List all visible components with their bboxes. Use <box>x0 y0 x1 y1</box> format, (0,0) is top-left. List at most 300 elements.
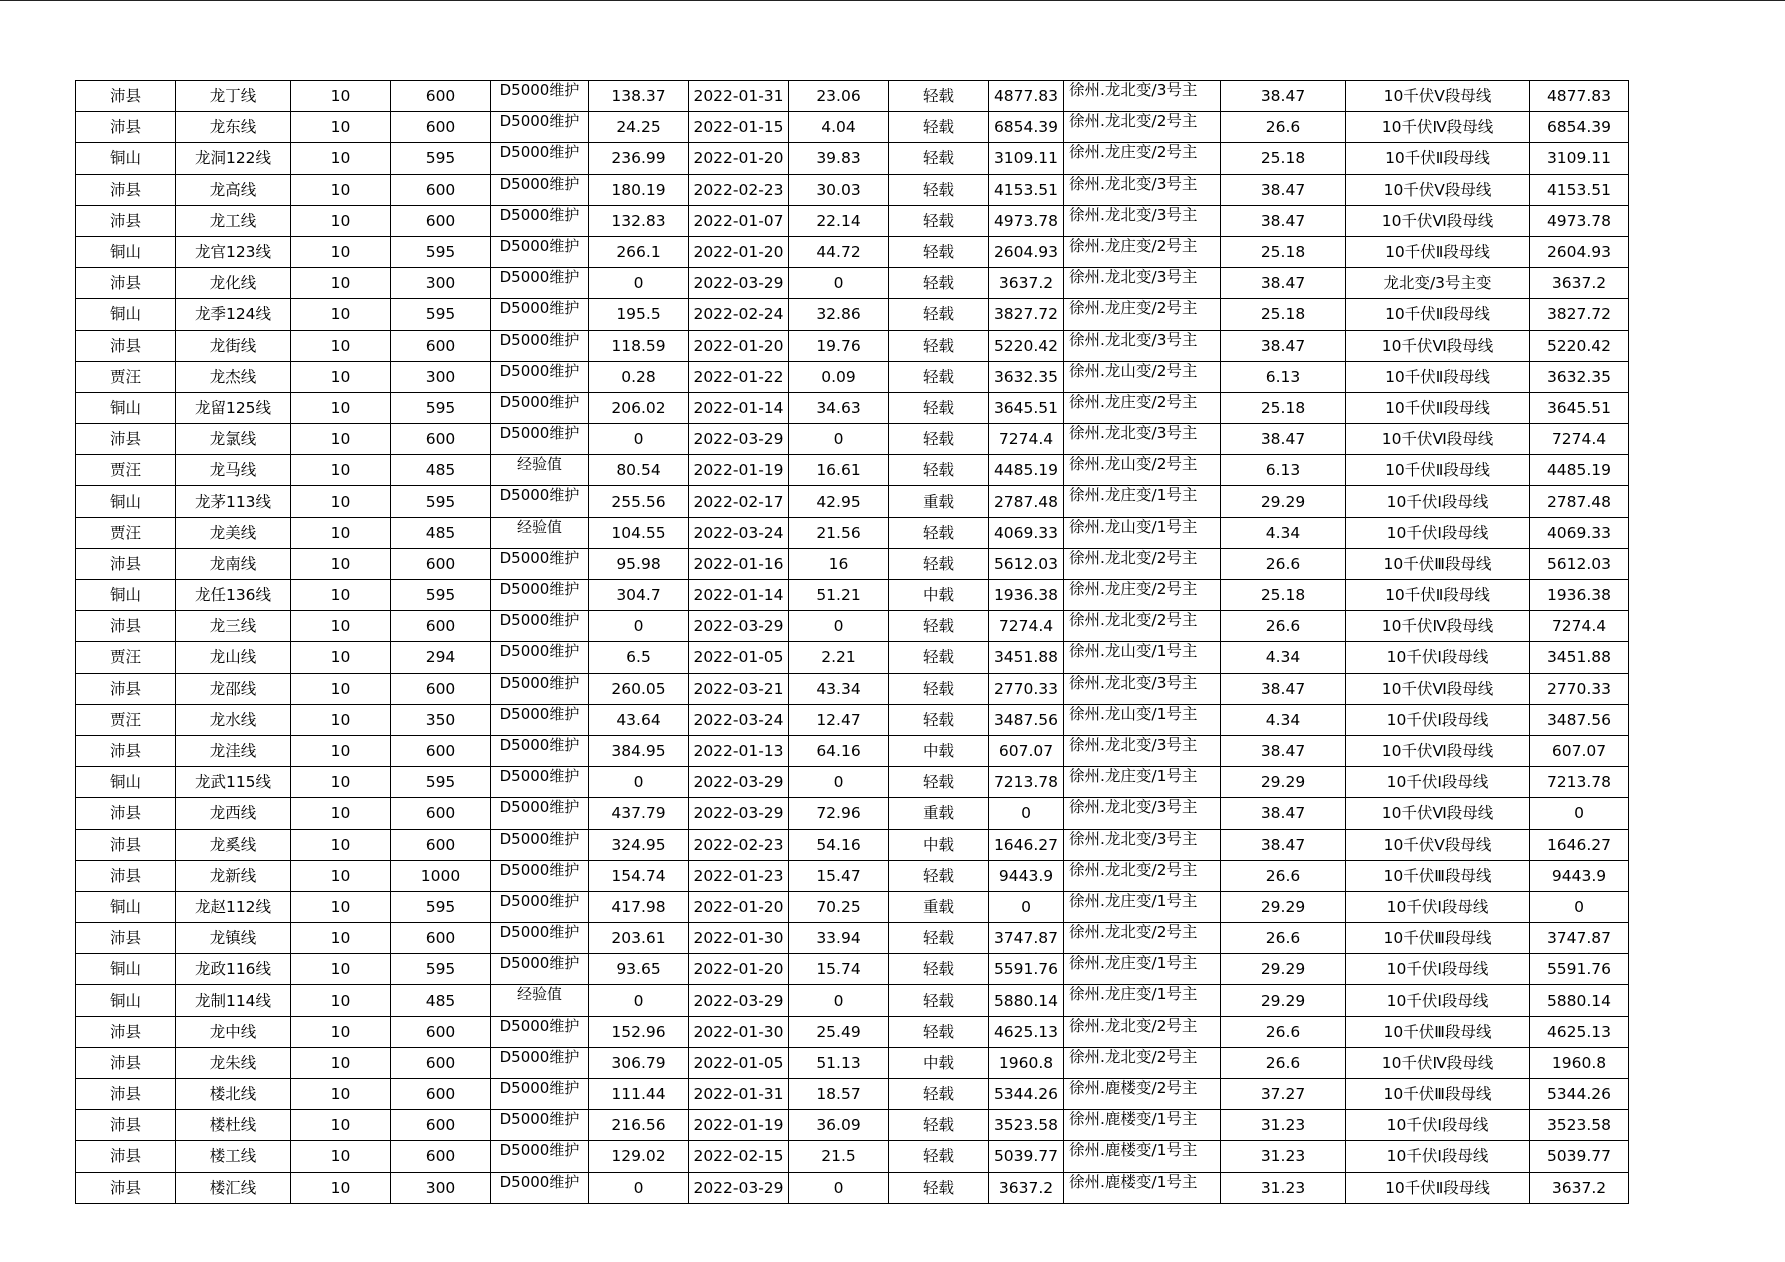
remaining-capacity-cell: 7274.4 <box>1530 424 1629 455</box>
bus-section-cell: 10千伏Ⅱ段母线 <box>1346 361 1530 392</box>
method-cell: D5000维护 <box>491 548 589 579</box>
district-cell: 沛县 <box>76 330 176 361</box>
current-cell: 180.19 <box>589 174 689 205</box>
bus-section-cell: 10千伏Ⅵ段母线 <box>1346 330 1530 361</box>
table-row <box>76 829 1629 860</box>
bus-section-cell: 10千伏Ⅲ段母线 <box>1346 548 1530 579</box>
table-row <box>76 205 1629 236</box>
line-name-cell: 龙马线 <box>176 455 291 486</box>
line-name-cell: 龙镇线 <box>176 923 291 954</box>
table-row <box>76 1016 1629 1047</box>
remaining-capacity-cell: 2770.33 <box>1530 673 1629 704</box>
load-status-cell: 轻载 <box>889 954 989 985</box>
district-cell: 沛县 <box>76 1079 176 1110</box>
date-cell: 2022-01-23 <box>689 860 789 891</box>
line-name-cell: 龙氯线 <box>176 424 291 455</box>
load-status-cell: 轻载 <box>889 330 989 361</box>
bus-section-cell: 10千伏Ⅴ段母线 <box>1346 174 1530 205</box>
load-status-cell: 轻载 <box>889 704 989 735</box>
district-cell: 沛县 <box>76 112 176 143</box>
bus-section-cell: 10千伏Ⅱ段母线 <box>1346 143 1530 174</box>
source-transformer-cell: 徐州.龙北变/3号主 <box>1064 673 1221 704</box>
method-cell: D5000维护 <box>491 1079 589 1110</box>
page-top-border <box>0 0 1785 1</box>
method-cell: D5000维护 <box>491 954 589 985</box>
source-transformer-cell: 徐州.龙北变/3号主 <box>1064 424 1221 455</box>
load-status-cell: 轻载 <box>889 548 989 579</box>
bus-section-cell: 10千伏Ⅲ段母线 <box>1346 923 1530 954</box>
line-name-cell: 龙邵线 <box>176 673 291 704</box>
load-rate-cell: 42.95 <box>789 486 889 517</box>
transformer-rate-cell: 26.6 <box>1221 860 1346 891</box>
bus-section-cell: 10千伏Ⅰ段母线 <box>1346 767 1530 798</box>
transformer-rate-cell: 26.6 <box>1221 548 1346 579</box>
current-cell: 203.61 <box>589 923 689 954</box>
current-cell: 129.02 <box>589 1141 689 1172</box>
available-cell: 4153.51 <box>989 174 1064 205</box>
table-row <box>76 548 1629 579</box>
available-cell: 4625.13 <box>989 1016 1064 1047</box>
table-row <box>76 268 1629 299</box>
available-cell: 5220.42 <box>989 330 1064 361</box>
line-name-cell: 龙官123线 <box>176 236 291 267</box>
load-status-cell: 轻载 <box>889 268 989 299</box>
current-cell: 304.7 <box>589 580 689 611</box>
load-status-cell: 轻载 <box>889 143 989 174</box>
source-transformer-cell: 徐州.龙山变/2号主 <box>1064 455 1221 486</box>
available-cell: 0 <box>989 891 1064 922</box>
table-row <box>76 611 1629 642</box>
district-cell: 铜山 <box>76 299 176 330</box>
date-cell: 2022-03-29 <box>689 268 789 299</box>
current-cell: 118.59 <box>589 330 689 361</box>
line-name-cell: 龙三线 <box>176 611 291 642</box>
table-row <box>76 236 1629 267</box>
transformer-rate-cell: 4.34 <box>1221 704 1346 735</box>
source-transformer-cell: 徐州.龙北变/3号主 <box>1064 174 1221 205</box>
transformer-rate-cell: 25.18 <box>1221 580 1346 611</box>
transformer-rate-cell: 31.23 <box>1221 1110 1346 1141</box>
capacity-cell: 600 <box>391 829 491 860</box>
line-name-cell: 楼工线 <box>176 1141 291 1172</box>
capacity-cell: 1000 <box>391 860 491 891</box>
date-cell: 2022-03-29 <box>689 424 789 455</box>
transformer-rate-cell: 38.47 <box>1221 205 1346 236</box>
capacity-cell: 600 <box>391 673 491 704</box>
available-cell: 5591.76 <box>989 954 1064 985</box>
current-cell: 104.55 <box>589 517 689 548</box>
remaining-capacity-cell: 0 <box>1530 798 1629 829</box>
line-name-cell: 龙美线 <box>176 517 291 548</box>
bus-section-cell: 10千伏Ⅵ段母线 <box>1346 735 1530 766</box>
bus-section-cell: 10千伏Ⅵ段母线 <box>1346 424 1530 455</box>
remaining-capacity-cell: 607.07 <box>1530 735 1629 766</box>
load-rate-cell: 64.16 <box>789 735 889 766</box>
table-row <box>76 735 1629 766</box>
load-rate-cell: 15.47 <box>789 860 889 891</box>
remaining-capacity-cell: 5220.42 <box>1530 330 1629 361</box>
capacity-cell: 595 <box>391 392 491 423</box>
source-transformer-cell: 徐州.龙北变/3号主 <box>1064 81 1221 112</box>
table-row <box>76 1172 1629 1203</box>
transformer-rate-cell: 26.6 <box>1221 611 1346 642</box>
line-name-cell: 楼杜线 <box>176 1110 291 1141</box>
table-row <box>76 424 1629 455</box>
district-cell: 沛县 <box>76 205 176 236</box>
remaining-capacity-cell: 1960.8 <box>1530 1047 1629 1078</box>
line-name-cell: 龙任136线 <box>176 580 291 611</box>
method-cell: D5000维护 <box>491 424 589 455</box>
method-cell: D5000维护 <box>491 81 589 112</box>
remaining-capacity-cell: 3632.35 <box>1530 361 1629 392</box>
table-row <box>76 392 1629 423</box>
load-rate-cell: 19.76 <box>789 330 889 361</box>
line-name-cell: 龙留125线 <box>176 392 291 423</box>
district-cell: 沛县 <box>76 611 176 642</box>
voltage-cell: 10 <box>291 361 391 392</box>
method-cell: D5000维护 <box>491 205 589 236</box>
voltage-cell: 10 <box>291 517 391 548</box>
load-rate-cell: 16.61 <box>789 455 889 486</box>
load-rate-cell: 0 <box>789 1172 889 1203</box>
current-cell: 236.99 <box>589 143 689 174</box>
load-rate-cell: 0 <box>789 767 889 798</box>
line-name-cell: 龙东线 <box>176 112 291 143</box>
voltage-cell: 10 <box>291 1016 391 1047</box>
bus-section-cell: 10千伏Ⅳ段母线 <box>1346 112 1530 143</box>
load-rate-cell: 16 <box>789 548 889 579</box>
source-transformer-cell: 徐州.龙庄变/1号主 <box>1064 891 1221 922</box>
date-cell: 2022-01-14 <box>689 580 789 611</box>
current-cell: 437.79 <box>589 798 689 829</box>
capacity-cell: 600 <box>391 174 491 205</box>
available-cell: 2604.93 <box>989 236 1064 267</box>
transformer-rate-cell: 29.29 <box>1221 891 1346 922</box>
line-name-cell: 龙洼线 <box>176 735 291 766</box>
load-rate-cell: 32.86 <box>789 299 889 330</box>
method-cell: D5000维护 <box>491 611 589 642</box>
line-name-cell: 龙武115线 <box>176 767 291 798</box>
load-rate-cell: 2.21 <box>789 642 889 673</box>
method-cell: D5000维护 <box>491 673 589 704</box>
remaining-capacity-cell: 4485.19 <box>1530 455 1629 486</box>
voltage-cell: 10 <box>291 1079 391 1110</box>
remaining-capacity-cell: 3487.56 <box>1530 704 1629 735</box>
available-cell: 0 <box>989 798 1064 829</box>
line-name-cell: 楼汇线 <box>176 1172 291 1203</box>
source-transformer-cell: 徐州.鹿楼变/2号主 <box>1064 1079 1221 1110</box>
available-cell: 7274.4 <box>989 424 1064 455</box>
capacity-cell: 485 <box>391 985 491 1016</box>
source-transformer-cell: 徐州.龙庄变/2号主 <box>1064 236 1221 267</box>
date-cell: 2022-01-19 <box>689 1110 789 1141</box>
transformer-rate-cell: 26.6 <box>1221 1047 1346 1078</box>
line-name-cell: 龙工线 <box>176 205 291 236</box>
method-cell: D5000维护 <box>491 767 589 798</box>
load-status-cell: 轻载 <box>889 517 989 548</box>
table-row <box>76 767 1629 798</box>
current-cell: 43.64 <box>589 704 689 735</box>
available-cell: 3109.11 <box>989 143 1064 174</box>
transformer-rate-cell: 31.23 <box>1221 1141 1346 1172</box>
district-cell: 沛县 <box>76 548 176 579</box>
source-transformer-cell: 徐州.龙北变/2号主 <box>1064 860 1221 891</box>
source-transformer-cell: 徐州.龙庄变/1号主 <box>1064 954 1221 985</box>
load-status-cell: 轻载 <box>889 236 989 267</box>
capacity-cell: 600 <box>391 112 491 143</box>
method-cell: D5000维护 <box>491 174 589 205</box>
district-cell: 沛县 <box>76 268 176 299</box>
load-status-cell: 轻载 <box>889 642 989 673</box>
load-rate-cell: 22.14 <box>789 205 889 236</box>
source-transformer-cell: 徐州.鹿楼变/1号主 <box>1064 1110 1221 1141</box>
load-rate-cell: 4.04 <box>789 112 889 143</box>
available-cell: 7213.78 <box>989 767 1064 798</box>
district-cell: 沛县 <box>76 923 176 954</box>
bus-section-cell: 10千伏Ⅳ段母线 <box>1346 611 1530 642</box>
current-cell: 132.83 <box>589 205 689 236</box>
method-cell: D5000维护 <box>491 829 589 860</box>
district-cell: 贾汪 <box>76 517 176 548</box>
remaining-capacity-cell: 4973.78 <box>1530 205 1629 236</box>
capacity-cell: 595 <box>391 299 491 330</box>
bus-section-cell: 10千伏Ⅵ段母线 <box>1346 798 1530 829</box>
remaining-capacity-cell: 5612.03 <box>1530 548 1629 579</box>
remaining-capacity-cell: 4877.83 <box>1530 81 1629 112</box>
capacity-cell: 595 <box>391 954 491 985</box>
available-cell: 4877.83 <box>989 81 1064 112</box>
date-cell: 2022-01-22 <box>689 361 789 392</box>
table-row <box>76 704 1629 735</box>
load-status-cell: 重载 <box>889 798 989 829</box>
source-transformer-cell: 徐州.龙北变/3号主 <box>1064 205 1221 236</box>
load-status-cell: 轻载 <box>889 174 989 205</box>
table-row <box>76 174 1629 205</box>
date-cell: 2022-01-14 <box>689 392 789 423</box>
source-transformer-cell: 徐州.龙北变/3号主 <box>1064 268 1221 299</box>
load-rate-cell: 18.57 <box>789 1079 889 1110</box>
method-cell: D5000维护 <box>491 1141 589 1172</box>
voltage-cell: 10 <box>291 923 391 954</box>
date-cell: 2022-03-29 <box>689 985 789 1016</box>
district-cell: 铜山 <box>76 392 176 423</box>
voltage-cell: 10 <box>291 205 391 236</box>
remaining-capacity-cell: 3645.51 <box>1530 392 1629 423</box>
line-name-cell: 龙制114线 <box>176 985 291 1016</box>
table-row <box>76 330 1629 361</box>
remaining-capacity-cell: 5344.26 <box>1530 1079 1629 1110</box>
load-rate-cell: 44.72 <box>789 236 889 267</box>
table-row <box>76 954 1629 985</box>
load-status-cell: 轻载 <box>889 1141 989 1172</box>
method-cell: D5000维护 <box>491 860 589 891</box>
remaining-capacity-cell: 0 <box>1530 891 1629 922</box>
district-cell: 沛县 <box>76 1141 176 1172</box>
bus-section-cell: 10千伏Ⅲ段母线 <box>1346 860 1530 891</box>
remaining-capacity-cell: 3637.2 <box>1530 268 1629 299</box>
date-cell: 2022-01-30 <box>689 1016 789 1047</box>
table-row <box>76 112 1629 143</box>
voltage-cell: 10 <box>291 81 391 112</box>
bus-section-cell: 10千伏Ⅰ段母线 <box>1346 486 1530 517</box>
capacity-cell: 294 <box>391 642 491 673</box>
method-cell: D5000维护 <box>491 704 589 735</box>
method-cell: D5000维护 <box>491 1172 589 1203</box>
voltage-cell: 10 <box>291 642 391 673</box>
voltage-cell: 10 <box>291 330 391 361</box>
bus-section-cell: 10千伏Ⅱ段母线 <box>1346 1172 1530 1203</box>
bus-section-cell: 10千伏Ⅲ段母线 <box>1346 1079 1530 1110</box>
method-cell: D5000维护 <box>491 299 589 330</box>
line-name-cell: 龙赵112线 <box>176 891 291 922</box>
source-transformer-cell: 徐州.龙北变/2号主 <box>1064 112 1221 143</box>
district-cell: 沛县 <box>76 829 176 860</box>
method-cell: D5000维护 <box>491 236 589 267</box>
source-transformer-cell: 徐州.龙庄变/2号主 <box>1064 580 1221 611</box>
capacity-cell: 600 <box>391 1141 491 1172</box>
capacity-cell: 600 <box>391 611 491 642</box>
table-row <box>76 798 1629 829</box>
capacity-cell: 600 <box>391 1079 491 1110</box>
bus-section-cell: 10千伏Ⅰ段母线 <box>1346 891 1530 922</box>
table-body <box>76 81 1629 1204</box>
current-cell: 306.79 <box>589 1047 689 1078</box>
table-row <box>76 455 1629 486</box>
bus-section-cell: 10千伏Ⅲ段母线 <box>1346 1016 1530 1047</box>
load-status-cell: 中载 <box>889 1047 989 1078</box>
current-cell: 260.05 <box>589 673 689 704</box>
transformer-rate-cell: 31.23 <box>1221 1172 1346 1203</box>
capacity-cell: 600 <box>391 205 491 236</box>
voltage-cell: 10 <box>291 1172 391 1203</box>
load-rate-cell: 21.56 <box>789 517 889 548</box>
transformer-rate-cell: 6.13 <box>1221 455 1346 486</box>
transformer-rate-cell: 38.47 <box>1221 735 1346 766</box>
method-cell: 经验值 <box>491 455 589 486</box>
voltage-cell: 10 <box>291 1141 391 1172</box>
line-name-cell: 龙水线 <box>176 704 291 735</box>
load-rate-cell: 36.09 <box>789 1110 889 1141</box>
source-transformer-cell: 徐州.龙庄变/1号主 <box>1064 486 1221 517</box>
line-name-cell: 龙季124线 <box>176 299 291 330</box>
transformer-rate-cell: 37.27 <box>1221 1079 1346 1110</box>
bus-section-cell: 10千伏Ⅰ段母线 <box>1346 954 1530 985</box>
capacity-cell: 600 <box>391 330 491 361</box>
method-cell: D5000维护 <box>491 1016 589 1047</box>
current-cell: 0 <box>589 424 689 455</box>
source-transformer-cell: 徐州.鹿楼变/1号主 <box>1064 1141 1221 1172</box>
bus-section-cell: 10千伏Ⅱ段母线 <box>1346 236 1530 267</box>
line-name-cell: 龙奚线 <box>176 829 291 860</box>
load-status-cell: 轻载 <box>889 299 989 330</box>
remaining-capacity-cell: 5039.77 <box>1530 1141 1629 1172</box>
date-cell: 2022-03-24 <box>689 517 789 548</box>
line-name-cell: 龙杰线 <box>176 361 291 392</box>
load-rate-cell: 54.16 <box>789 829 889 860</box>
current-cell: 111.44 <box>589 1079 689 1110</box>
remaining-capacity-cell: 2604.93 <box>1530 236 1629 267</box>
district-cell: 铜山 <box>76 891 176 922</box>
line-name-cell: 龙高线 <box>176 174 291 205</box>
district-cell: 铜山 <box>76 580 176 611</box>
load-status-cell: 轻载 <box>889 424 989 455</box>
bus-section-cell: 龙北变/3号主变 <box>1346 268 1530 299</box>
capacity-cell: 595 <box>391 236 491 267</box>
source-transformer-cell: 徐州.龙庄变/2号主 <box>1064 392 1221 423</box>
voltage-cell: 10 <box>291 486 391 517</box>
table-row <box>76 891 1629 922</box>
current-cell: 6.5 <box>589 642 689 673</box>
current-cell: 0 <box>589 985 689 1016</box>
voltage-cell: 10 <box>291 580 391 611</box>
method-cell: D5000维护 <box>491 143 589 174</box>
available-cell: 3523.58 <box>989 1110 1064 1141</box>
load-status-cell: 轻载 <box>889 860 989 891</box>
available-cell: 4485.19 <box>989 455 1064 486</box>
available-cell: 1936.38 <box>989 580 1064 611</box>
source-transformer-cell: 徐州.龙山变/1号主 <box>1064 704 1221 735</box>
bus-section-cell: 10千伏Ⅵ段母线 <box>1346 205 1530 236</box>
remaining-capacity-cell: 3451.88 <box>1530 642 1629 673</box>
current-cell: 0 <box>589 1172 689 1203</box>
date-cell: 2022-01-20 <box>689 954 789 985</box>
remaining-capacity-cell: 1936.38 <box>1530 580 1629 611</box>
source-transformer-cell: 徐州.龙北变/2号主 <box>1064 923 1221 954</box>
capacity-cell: 600 <box>391 1110 491 1141</box>
capacity-cell: 300 <box>391 1172 491 1203</box>
available-cell: 607.07 <box>989 735 1064 766</box>
date-cell: 2022-03-29 <box>689 611 789 642</box>
district-cell: 沛县 <box>76 81 176 112</box>
available-cell: 1960.8 <box>989 1047 1064 1078</box>
remaining-capacity-cell: 6854.39 <box>1530 112 1629 143</box>
line-name-cell: 龙茅113线 <box>176 486 291 517</box>
load-rate-cell: 51.21 <box>789 580 889 611</box>
line-name-cell: 龙中线 <box>176 1016 291 1047</box>
capacity-cell: 600 <box>391 81 491 112</box>
date-cell: 2022-01-20 <box>689 143 789 174</box>
load-status-cell: 轻载 <box>889 81 989 112</box>
voltage-cell: 10 <box>291 985 391 1016</box>
source-transformer-cell: 徐州.龙庄变/2号主 <box>1064 143 1221 174</box>
remaining-capacity-cell: 5591.76 <box>1530 954 1629 985</box>
voltage-cell: 10 <box>291 767 391 798</box>
table-row <box>76 299 1629 330</box>
current-cell: 93.65 <box>589 954 689 985</box>
date-cell: 2022-01-31 <box>689 1079 789 1110</box>
table-row <box>76 1079 1629 1110</box>
load-status-cell: 轻载 <box>889 1016 989 1047</box>
load-rate-cell: 15.74 <box>789 954 889 985</box>
capacity-cell: 595 <box>391 580 491 611</box>
capacity-cell: 485 <box>391 455 491 486</box>
source-transformer-cell: 徐州.龙山变/1号主 <box>1064 517 1221 548</box>
bus-section-cell: 10千伏Ⅰ段母线 <box>1346 1141 1530 1172</box>
load-status-cell: 轻载 <box>889 205 989 236</box>
voltage-cell: 10 <box>291 1110 391 1141</box>
remaining-capacity-cell: 5880.14 <box>1530 985 1629 1016</box>
current-cell: 324.95 <box>589 829 689 860</box>
method-cell: D5000维护 <box>491 923 589 954</box>
current-cell: 417.98 <box>589 891 689 922</box>
transformer-rate-cell: 38.47 <box>1221 798 1346 829</box>
source-transformer-cell: 徐州.龙北变/2号主 <box>1064 1016 1221 1047</box>
remaining-capacity-cell: 3523.58 <box>1530 1110 1629 1141</box>
date-cell: 2022-02-24 <box>689 299 789 330</box>
voltage-cell: 10 <box>291 268 391 299</box>
district-cell: 铜山 <box>76 486 176 517</box>
voltage-cell: 10 <box>291 236 391 267</box>
